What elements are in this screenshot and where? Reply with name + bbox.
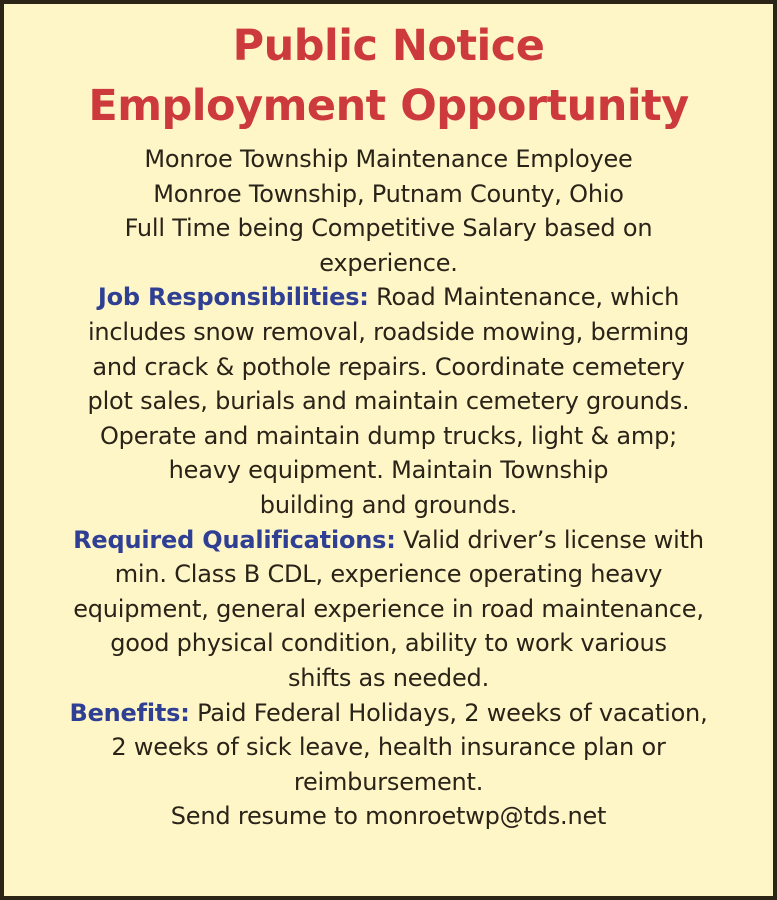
salary-text-1: Full Time being Competitive Salary based on <box>124 214 653 243</box>
qualifications-text-5: shifts as needed. <box>288 663 489 692</box>
responsibilities-label: Job Responsibilities: <box>97 283 369 312</box>
benefits-text-1: Paid Federal Holidays, 2 weeks of vacation, <box>197 698 708 727</box>
benefits-label: Benefits: <box>69 698 190 727</box>
responsibilities-text-2: includes snow removal, roadside mowing, berming <box>87 317 690 346</box>
qualifications-line-1 <box>22 523 755 558</box>
benefits-text-3: reimbursement. <box>293 767 484 796</box>
heading-employment-opportunity: Employment Opportunity <box>88 81 689 131</box>
salary-text-2: experience. <box>319 248 458 277</box>
qualifications-text-1: Valid driver’s license with <box>403 525 704 554</box>
heading-public-notice: Public Notice <box>232 21 545 71</box>
notice-heading <box>22 16 755 136</box>
contact-line: Send resume to monroetwp@tds.net <box>170 802 607 831</box>
position-title: Monroe Township Maintenance Employee <box>144 145 633 173</box>
qualifications-text-2: min. Class B CDL, experience operating heavy <box>114 560 663 589</box>
notice-body <box>22 142 755 834</box>
responsibilities-line-1 <box>22 280 755 315</box>
responsibilities-text-1: Road Maintenance, which <box>376 283 680 312</box>
benefits-line-1 <box>22 696 755 731</box>
benefits-text-2: 2 weeks of sick leave, health insurance plan or <box>111 733 666 762</box>
responsibilities-text-5: Operate and maintain dump trucks, light & amp; <box>99 421 678 450</box>
responsibilities-text-7: building and grounds. <box>259 490 518 519</box>
responsibilities-text-3: and crack & pothole repairs. Coordinate cemetery <box>92 352 685 381</box>
qualifications-text-4: good physical condition, ability to work various <box>110 629 667 658</box>
responsibilities-text-6: heavy equipment. Maintain Township <box>168 456 609 485</box>
qualifications-label: Required Qualifications: <box>73 525 396 554</box>
qualifications-text-3: equipment, general experience in road maintenance, <box>73 594 704 623</box>
responsibilities-text-4: plot sales, burials and maintain cemetery grounds. <box>87 387 690 416</box>
employer-location: Monroe Township, Putnam County, Ohio <box>153 179 624 208</box>
